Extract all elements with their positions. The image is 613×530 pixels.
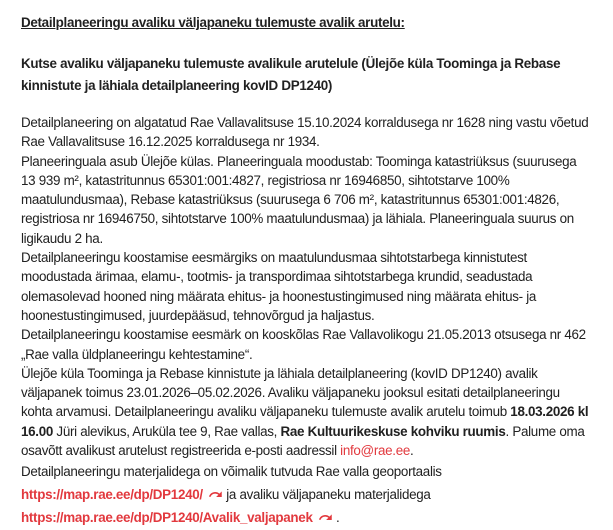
paragraph-materials: [21, 460, 593, 529]
external-link-icon[interactable]: [208, 487, 223, 502]
invitation-heading: Kutse avaliku väljapaneku tulemuste avalikule arutelule (Ülejõe küla Toominga ja Rebase kinnistute ja lähiala detailplaneering kovID DP1240): [21, 56, 561, 93]
display-text-1: Ülejõe küla Toominga ja Rebase kinnistute ja lähiala detailplaneering (kovID DP1240) avalik väljapanek toimus 23.01.2026–05.02.2026. Avaliku väljapaneku jooksul esitati detailplaneeringu kohta arvamusi. Detailplaneeringu avaliku väljapaneku tulemuste avalik arutelu toimub: [21, 365, 560, 420]
meeting-datetime: 18.03.2026 kl 16.00: [21, 404, 589, 439]
display-text-3: . Palume oma osavõtt avalikust arutelust registreerida e-posti aadressil: [21, 423, 585, 459]
geoportal-link[interactable]: [21, 487, 223, 502]
materials-text-3: .: [332, 510, 340, 526]
paragraph-public-display: [21, 364, 593, 460]
document-title: Detailplaneeringu avaliku väljapaneku tulemuste avalik arutelu:: [21, 15, 405, 30]
display-text-4: .: [410, 443, 414, 459]
display-text-2: Jüri alevikus, Aruküla tee 9, Rae vallas,: [53, 423, 281, 439]
paragraph-initiation: Detailplaneering on algatatud Rae Vallavalitsuse 15.10.2024 korraldusega nr 1628 ning vastu võetud Rae Vallavalitsuse 16.12.2025 korraldusega nr 1934.: [21, 115, 589, 150]
external-link-icon[interactable]: [318, 510, 333, 525]
public-display-link[interactable]: [21, 510, 333, 525]
geoportal-link-text[interactable]: https://map.rae.ee/dp/DP1240/: [21, 487, 203, 503]
public-display-link-text[interactable]: https://map.rae.ee/dp/DP1240/Avalik_valjapanek: [21, 510, 313, 526]
email-link[interactable]: info@rae.ee: [340, 443, 411, 459]
materials-text-1: Detailplaneeringu materjalidega on võimalik tutvuda Rae valla geoportaalis: [21, 464, 442, 480]
paragraph-purpose: Detailplaneeringu koostamise eesmärgiks on maatulundusmaa sihtotstarbega kinnistutest moodustada ärimaa, elamu-, tootmis- ja transpordimaa sihtotstarbega krundid, seadustada olemasolevad hooned ning määrata ehitus- ja hoonestustingimused ning määrata ehitus- ja hoonestustingimused, juurdepääsud, tehnovõrgud ja haljastus.: [21, 250, 537, 323]
paragraph-planning-area: Planeeringuala asub Ülejõe külas. Planeeringuala moodustab: Toominga katastriüksus (suurusega 13 939 m², katastritunnus 65301:001:4827, registriosa nr 16946850, sihtotstarve 100% maatulundusmaa), Rebase katastriüksus (suurusega 6 706 m², katastritunnus 65301:001:4826, registriosa nr 16946750, sihtotstarve 100% maatulundusmaa) ja lähiala. Planeeringuala suurus on ligikaudu 2 ha.: [21, 153, 577, 246]
paragraph-compliance: Detailplaneeringu koostamise eesmärk on kooskõlas Rae Vallavolikogu 21.05.2013 otsusega nr 462 „Rae valla üldplaneeringu kehtestamine“.: [21, 327, 586, 362]
meeting-location: Rae Kultuurikeskuse kohviku ruumis: [280, 423, 506, 439]
announcement-body: [21, 113, 593, 529]
materials-text-2: ja avaliku väljapaneku materjalidega: [222, 487, 431, 503]
